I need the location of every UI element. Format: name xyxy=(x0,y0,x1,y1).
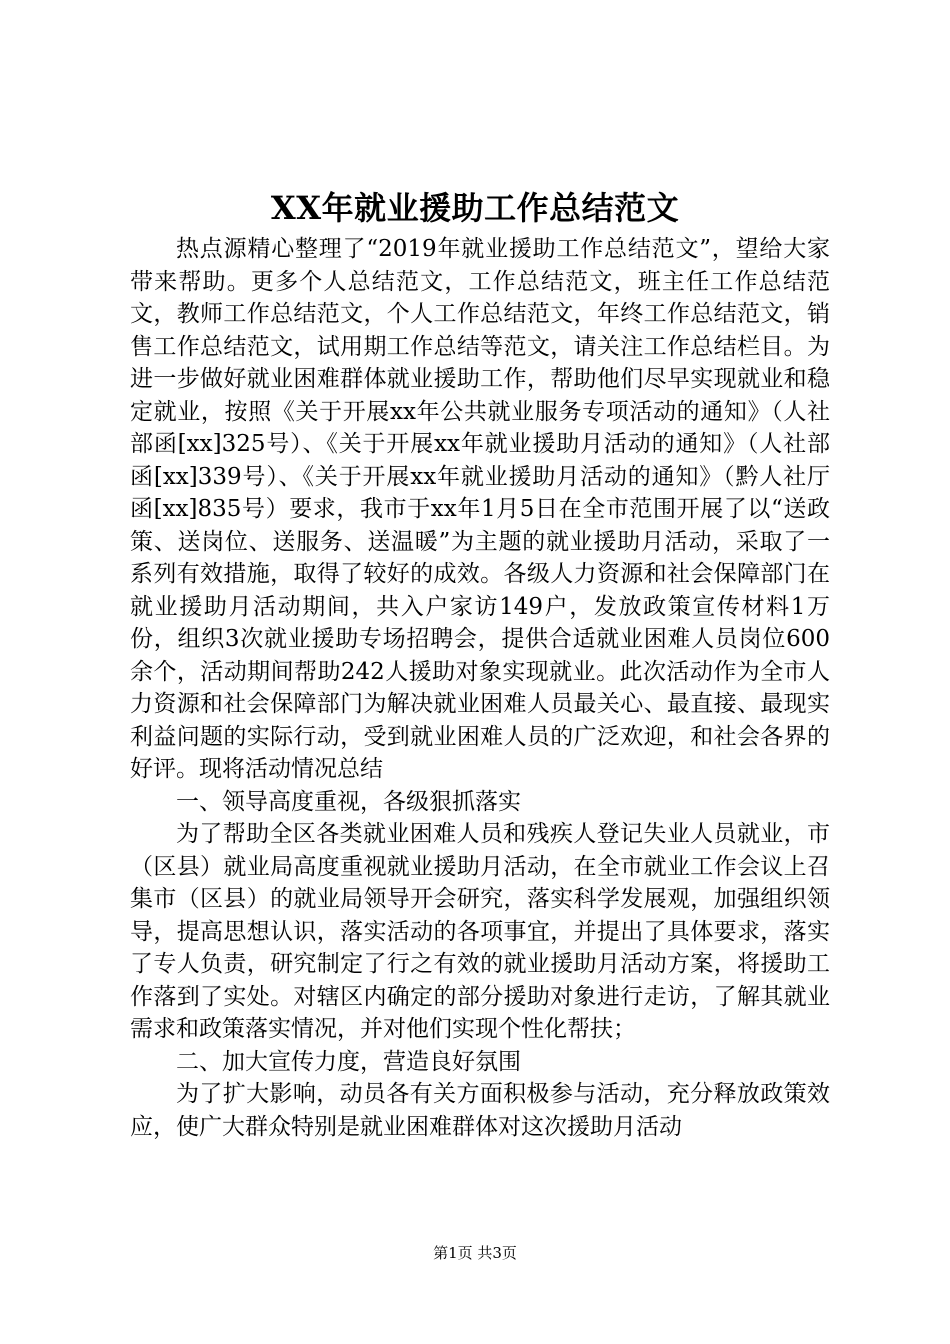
page-number-footer: 第1页 共3页 xyxy=(433,1244,517,1262)
paragraph-section-2: 为了扩大影响，动员各有关方面积极参与活动，充分释放政策效应，使广大群众特别是就业困难群体对这次援助月活动 xyxy=(130,1081,830,1140)
paragraph-section-1: 为了帮助全区各类就业困难人员和残疾人登记失业人员就业，市（区县）就业局高度重视就业援助月活动，在全市就业工作会议上召集市（区县）的就业局领导开会研究，落实科学发展观，加强组织领导，提高思想认识，落实活动的各项事宜，并提出了具体要求，落实了专人负责，研究制定了行之有效的就业援助月活动方案，将援助工作落到了实处。对辖区内确定的部分援助对象进行走访，了解其就业需求和政策落实情况，并对他们实现个性化帮扶； xyxy=(130,821,830,1042)
section-heading-1: 一、领导高度重视，各级狠抓落实 xyxy=(176,788,521,815)
paragraph-intro: 热点源精心整理了“2019年就业援助工作总结范文”，望给大家带来帮助。更多个人总结范文，工作总结范文，班主任工作总结范文，教师工作总结范文，个人工作总结范文，年终工作总结范文，销售工作总结范文，试用期工作总结等范文，请关注工作总结栏目。为进一步做好就业困难群体就业援助工作，帮助他们尽早实现就业和稳定就业，按照《关于开展xx年公共就业服务专项活动的通知》（人社部函[xx]325号）、《关于开展xx年就业援助月活动的通知》（人社部函[xx]339号）、《关于开展xx年就业援助月活动的通知》（黔人社厅函[xx]835号）要求，我市于xx年1月5日在全市范围开展了以“送政策、送岗位、送服务、送温暖”为主题的就业援助月活动，采取了一系列有效措施，取得了较好的成效。各级人力资源和社会保障部门在就业援助月活动期间，共入户家访149户，发放政策宣传材料1万份，组织3次就业援助专场招聘会，提供合适就业困难人员岗位600余个，活动期间帮助242人援助对象实现就业。此次活动作为全市人力资源和社会保障部门为解决就业困难人员最关心、最直接、最现实利益问题的实际行动，受到就业困难人员的广泛欢迎，和社会各界的好评。现将活动情况总结 xyxy=(130,236,830,782)
document-title: XX年就业援助工作总结范文 xyxy=(270,189,680,227)
section-heading-2: 二、加大宣传力度，营造良好氛围 xyxy=(176,1048,521,1075)
document-body xyxy=(130,233,830,1143)
